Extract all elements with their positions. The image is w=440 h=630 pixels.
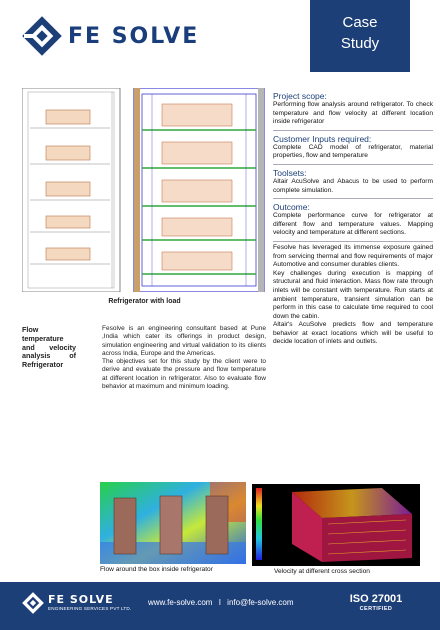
iso-certified: CERTIFIED [359, 606, 393, 612]
divider [273, 164, 433, 165]
refrigerator-drawing [22, 88, 267, 292]
footer [0, 582, 440, 630]
divider [273, 130, 433, 131]
intro-text [102, 325, 266, 391]
image-caption: Flow around the box inside refrigerator [100, 566, 213, 573]
velocity-cross-section-image [252, 484, 420, 566]
footer-company: ENGINEERING SERVICES PVT LTD. [48, 606, 132, 611]
fe-solve-logo-icon [22, 592, 44, 614]
study-title: Flow temperature and velocity analysis of Refrigerator [22, 325, 76, 370]
section-outcome [273, 202, 433, 238]
section-customer-inputs [273, 134, 433, 161]
iso-badge [342, 593, 410, 612]
brand-logo [22, 14, 232, 58]
paragraph: Fesolve has leveraged its immense exposure gained from servicing thermal and flow requirements of major Automotive and consumer durables clients. [273, 243, 433, 269]
email-link[interactable]: info@fe-solve.com [227, 598, 294, 607]
fe-solve-logo-icon [22, 16, 62, 56]
section-heading: Customer Inputs required: [273, 133, 372, 144]
footer-contact [148, 598, 294, 607]
section-body: Performing flow analysis around refrigerator. To check temperature and flow velocity at different location inside refrigerator [273, 101, 433, 126]
divider [273, 241, 433, 242]
right-column [273, 88, 433, 347]
footer-logo [22, 592, 131, 614]
paragraph: The objectives set for this study by the client were to derive and evaluate the pressure and flow temperature at different location in refrigerator. Also to evaluate flow behavior at maximum and minimum loading. [102, 358, 266, 391]
section-body: Complete performance curve for refrigerator at different flow and temperature values. Mapping velocity and temperature at different sections. [273, 212, 433, 237]
section-toolsets [273, 168, 433, 195]
paragraph: Key challenges during execution is mapping of structural and fluid interaction. Mass flow rate through inlets will be constant with temperature. Run starts at ambient temperature, transient simulation can be perform in this case to calculate time required to cool down the cabin. [273, 269, 433, 320]
iso-title: ISO 27001 [349, 593, 403, 605]
section-heading: Project scope: [273, 91, 327, 101]
case-study-line2: Study [340, 35, 380, 52]
section-heading: Outcome: [273, 202, 310, 213]
section-body: Altair AcuSolve and Abacus to be used to perform complete simulation. [273, 177, 433, 194]
divider [273, 198, 433, 199]
image-caption: Velocity at different cross section [274, 568, 370, 575]
flow-simulation-image [100, 482, 246, 564]
paragraph: Altair's AcuSolve predicts flow and temperature behavior at exact locations which will be useful to decide location of inlets and outlets. [273, 321, 433, 346]
separator: I [218, 598, 221, 607]
section-heading: Toolsets: [273, 167, 307, 178]
case-study-line1: Case [342, 14, 378, 31]
section-project-scope [273, 91, 433, 127]
brand-name: FE SOLVE [68, 23, 200, 49]
section-body: Complete CAD model of refrigerator, material properties, flow and temperature [273, 143, 433, 160]
paragraph: Fesolve is an engineering consultant based at Pune ,India which cater its offerings in product design, simulation engineering and virtual validation to its clients across India, Europe and the Americas. [102, 325, 266, 357]
case-study-banner [310, 0, 410, 72]
footer-brand: FE SOLVE [48, 593, 114, 606]
figure-caption: Refrigerator with load [108, 298, 181, 305]
website-link[interactable]: www.fe-solve.com [148, 598, 213, 607]
